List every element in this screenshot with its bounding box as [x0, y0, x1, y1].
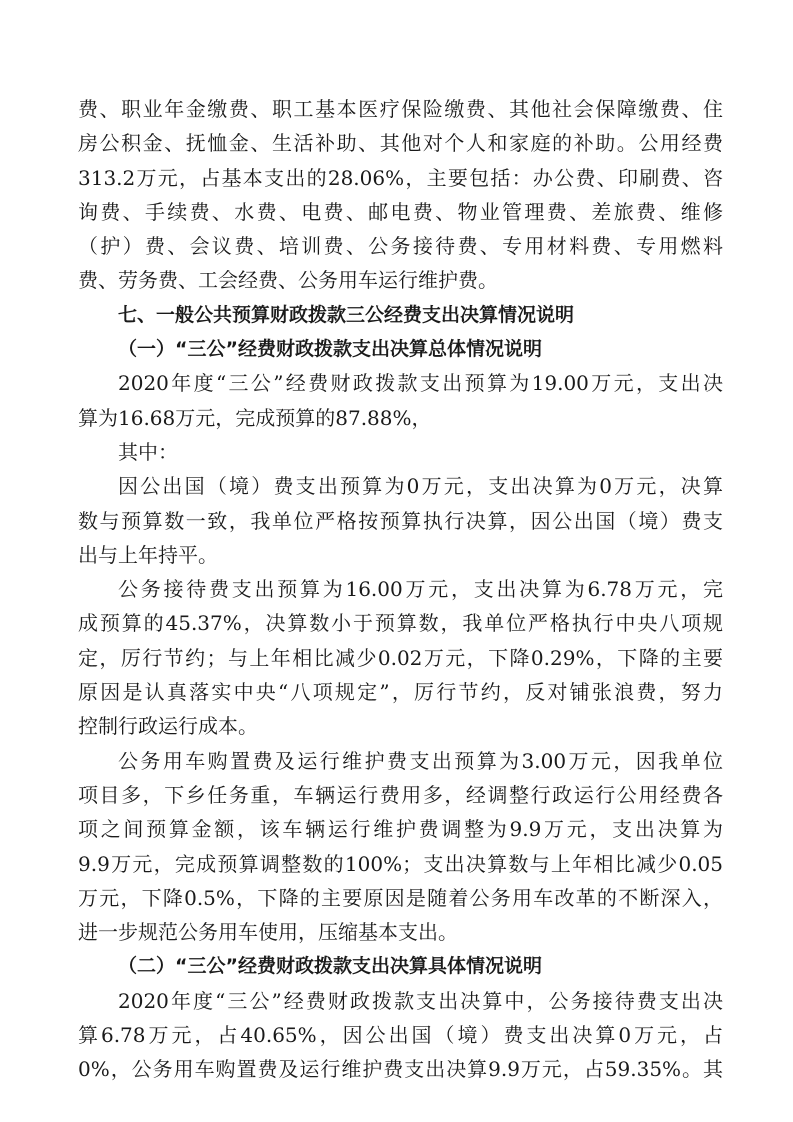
text-line: 因公出国（境）费支出预算为0万元，支出决算为0万元，决算: [118, 474, 723, 499]
document-page: [78, 92, 723, 1087]
text-line: 313.2万元，占基本支出的28.06%，主要包括：办公费、印刷费、咨: [78, 165, 723, 190]
text-line: 项之间预算金额，该车辆运行维护费调整为9.9万元，支出决算为: [78, 817, 723, 842]
text-line: 万元，下降0.5%，下降的主要原因是随着公务用车改革的不断深入，: [78, 885, 723, 910]
text-line: 原因是认真落实中央“八项规定”，厉行节约，反对铺张浪费，努力: [78, 680, 723, 705]
text-line: 算6.78万元，占40.65%，因公出国（境）费支出决算0万元，占: [78, 1023, 723, 1048]
text-line: 定，厉行节约；与上年相比减少0.02万元，下降0.29%，下降的主要: [78, 645, 723, 670]
text-line: 其中：: [118, 439, 178, 464]
text-line: 公务接待费支出预算为16.00万元，支出决算为6.78万元，完: [118, 577, 723, 602]
section-heading: 七、一般公共预算财政拨款三公经费支出决算情况说明: [118, 303, 575, 326]
subsection-heading: （二）“三公”经费财政拨款支出决算具体情况说明: [118, 955, 542, 978]
text-line: 出与上年持平。: [78, 542, 218, 567]
text-line: 费、职业年金缴费、职工基本医疗保险缴费、其他社会保障缴费、住: [78, 97, 723, 121]
text-line: 房公积金、抚恤金、生活补助、其他对个人和家庭的补助。公用经费: [78, 131, 723, 156]
text-line: （护）费、会议费、培训费、公务接待费、专用材料费、专用燃料: [78, 234, 723, 259]
text-line: 9.9万元，完成预算调整数的100%；支出决算数与上年相比减少0.05: [78, 851, 723, 876]
text-line: 公务用车购置费及运行维护费支出预算为3.00万元，因我单位: [118, 748, 723, 773]
subsection-heading: （一）“三公”经费财政拨款支出决算总体情况说明: [118, 338, 542, 361]
text-line: 成预算的45.37%，决算数小于预算数，我单位严格执行中央八项规: [78, 611, 723, 636]
text-line: 控制行政运行成本。: [78, 714, 258, 739]
text-line: 费、劳务费、工会经费、公务用车运行维护费。: [78, 268, 498, 293]
text-line: 数与预算数一致，我单位严格按预算执行决算，因公出国（境）费支: [78, 508, 723, 533]
text-line: 进一步规范公务用车使用，压缩基本支出。: [78, 920, 458, 945]
text-line: 项目多，下乡任务重，车辆运行费用多，经调整行政运行公用经费各: [78, 782, 723, 807]
text-line: 询费、手续费、水费、电费、邮电费、物业管理费、差旅费、维修: [78, 199, 723, 224]
text-line: 2020年度“三公”经费财政拨款支出决算中，公务接待费支出决: [118, 988, 723, 1013]
text-line: 算为16.68万元，完成预算的87.88%，: [78, 405, 432, 430]
text-line: 0%，公务用车购置费及运行维护费支出决算9.9万元，占59.35%。其: [78, 1057, 723, 1082]
text-line: 2020年度“三公”经费财政拨款支出预算为19.00万元，支出决: [118, 371, 723, 396]
